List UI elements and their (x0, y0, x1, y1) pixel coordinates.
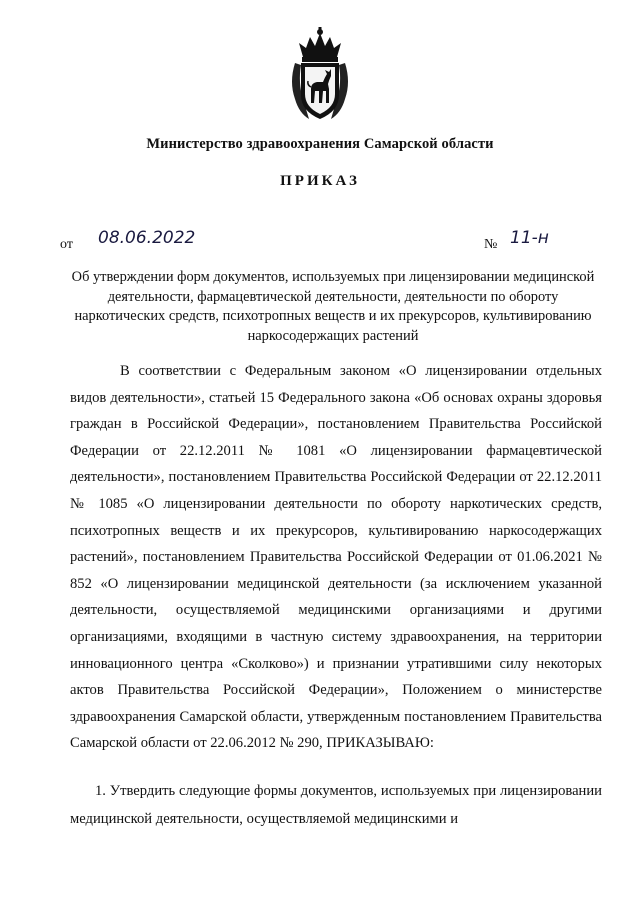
preamble-paragraph: В соответствии с Федеральным законом «О лицензировании отдельных видов деятельности», статьей 15 Федерального закона «Об основах охраны здоровья граждан в Российской Федерации», постановлением Правительства Российской Федерации от 22.12.2011 № 1081 «О лицензировании фармацевтической деятельности», постановлением Правительства Российской Федерации от 22.12.2011 № 1085 «О лицензировании деятельности по обороту наркотических средств, психотропных веществ и их прекурсоров, культивированию наркосодержащих растений», постановлением Правительства Российской Федерации от 01.06.2021 № 852 «О лицензировании медицинской деятельности (за исключением указанной деятельности, осуществляемой медицинскими организациями и другими организациями, входящими в частную систему здравоохранения, на территории инновационного центра «Сколково») и признании утратившими силу некоторых актов Правительства Российской Федерации», Положением о министерстве здравоохранения Самарской области, утвержденным постановлением Правительства Самарской области от 22.06.2012 № 290, ПРИКАЗЫВАЮ: (70, 363, 602, 752)
item-1-paragraph: 1. Утвердить следующие формы документов, используемых при лицензировании медицинской деятельности, осуществляемой медицинскими и (70, 783, 602, 827)
document-type: ПРИКАЗ (280, 173, 360, 189)
date-label: от (60, 237, 73, 252)
number-block (484, 228, 584, 256)
number-value: 11-н (510, 228, 549, 248)
date-block (60, 228, 260, 256)
number-label: № (484, 237, 498, 252)
ministry-name: Министерство здравоохранения Самарской области (146, 136, 494, 152)
order-subject: Об утверждении форм документов, используемых при лицензировании медицинской деятельности, фармацевтической деятельности, деятельности по обороту наркотических средств, психотропных веществ и их прекурсоров, культивированию наркосодержащих растений (71, 269, 595, 344)
date-value: 08.06.2022 (98, 228, 196, 248)
samara-coat-of-arms-icon (289, 27, 351, 123)
